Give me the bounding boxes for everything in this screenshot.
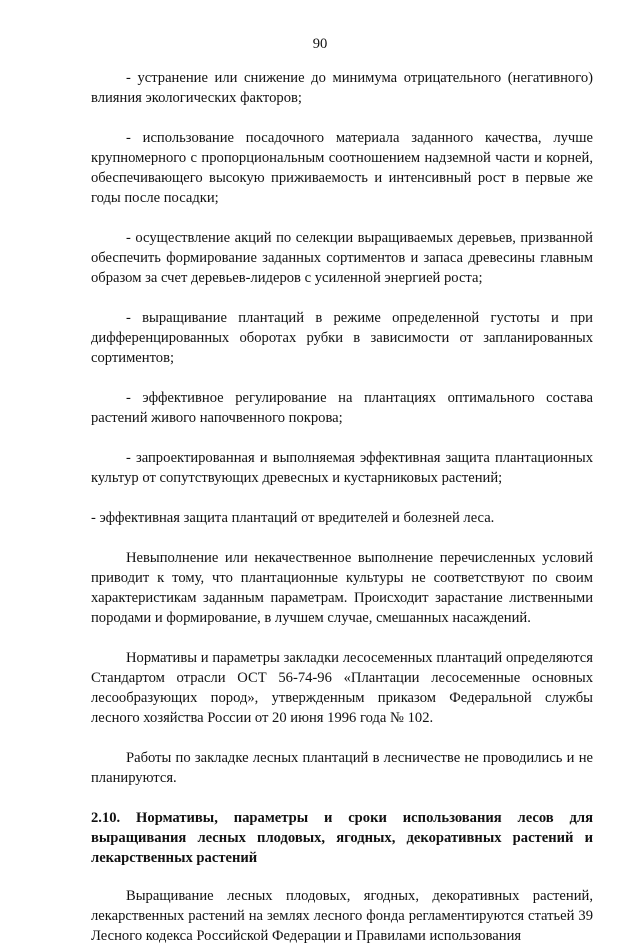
list-item-density-regime: - выращивание плантаций в режиме определенной густоты и при дифференцированных оборотах рубки в зависимости от запланированных сортиментов; — [91, 310, 593, 366]
list-item-protection-pests: - эффективная защита плантаций от вредителей и болезней леса. — [91, 510, 495, 526]
page-number: 90 — [312, 36, 328, 52]
paragraph-standards: Нормативы и параметры закладки лесосеменных плантаций определяются Стандартом отрасли ОСТ 56-74-96 «Плантации лесосеменные основных лесообразующих пород», утвержденным приказом Федеральной службы лесного хозяйства России от 20 июня 1996 года № 102. — [91, 650, 593, 726]
paragraph-non-compliance: Невыполнение или некачественное выполнение перечисленных условий приводит к тому, что плантационные культуры не соответствуют по своим характеристикам заданным параметрам. Происходит зарастание лиственными породами и формирование, в лучшем случае, смешанных насаждений. — [91, 550, 593, 626]
list-item-protection-shrubs: - запроектированная и выполняемая эффективная защита плантационных культур от сопутствующих древесных и кустарниковых растений; — [91, 450, 593, 486]
page-body — [91, 68, 593, 946]
paragraph-cultivation: Выращивание лесных плодовых, ягодных, декоративных растений, лекарственных растений на землях лесного фонда регламентируются статьей 39 Лесного кодекса Российской Федерации и Правилами использования — [91, 888, 593, 944]
list-item-negative-factors: - устранение или снижение до минимума отрицательного (негативного) влияния экологических факторов; — [91, 70, 593, 106]
list-item-planting-material: - использование посадочного материала заданного качества, лучше крупномерного с пропорциональным соотношением надземной части и корней, обеспечивающего высокую приживаемость и интенсивный рост в первые же годы после посадки; — [91, 130, 593, 206]
list-item-ground-cover: - эффективное регулирование на плантациях оптимального состава растений живого напочвенного покрова; — [91, 390, 593, 426]
section-heading-2-10: 2.10. Нормативы, параметры и сроки использования лесов для выращивания лесных плодовых, ягодных, декоративных растений и лекарственных растений — [91, 810, 593, 866]
list-item-selection: - осуществление акций по селекции выращиваемых деревьев, призванной обеспечить формирование заданных сортиментов и запаса древесины главным образом за счет деревьев-лидеров с усиленной энергией роста; — [91, 230, 593, 286]
paragraph-no-works: Работы по закладке лесных плантаций в лесничестве не проводились и не планируются. — [91, 750, 593, 786]
